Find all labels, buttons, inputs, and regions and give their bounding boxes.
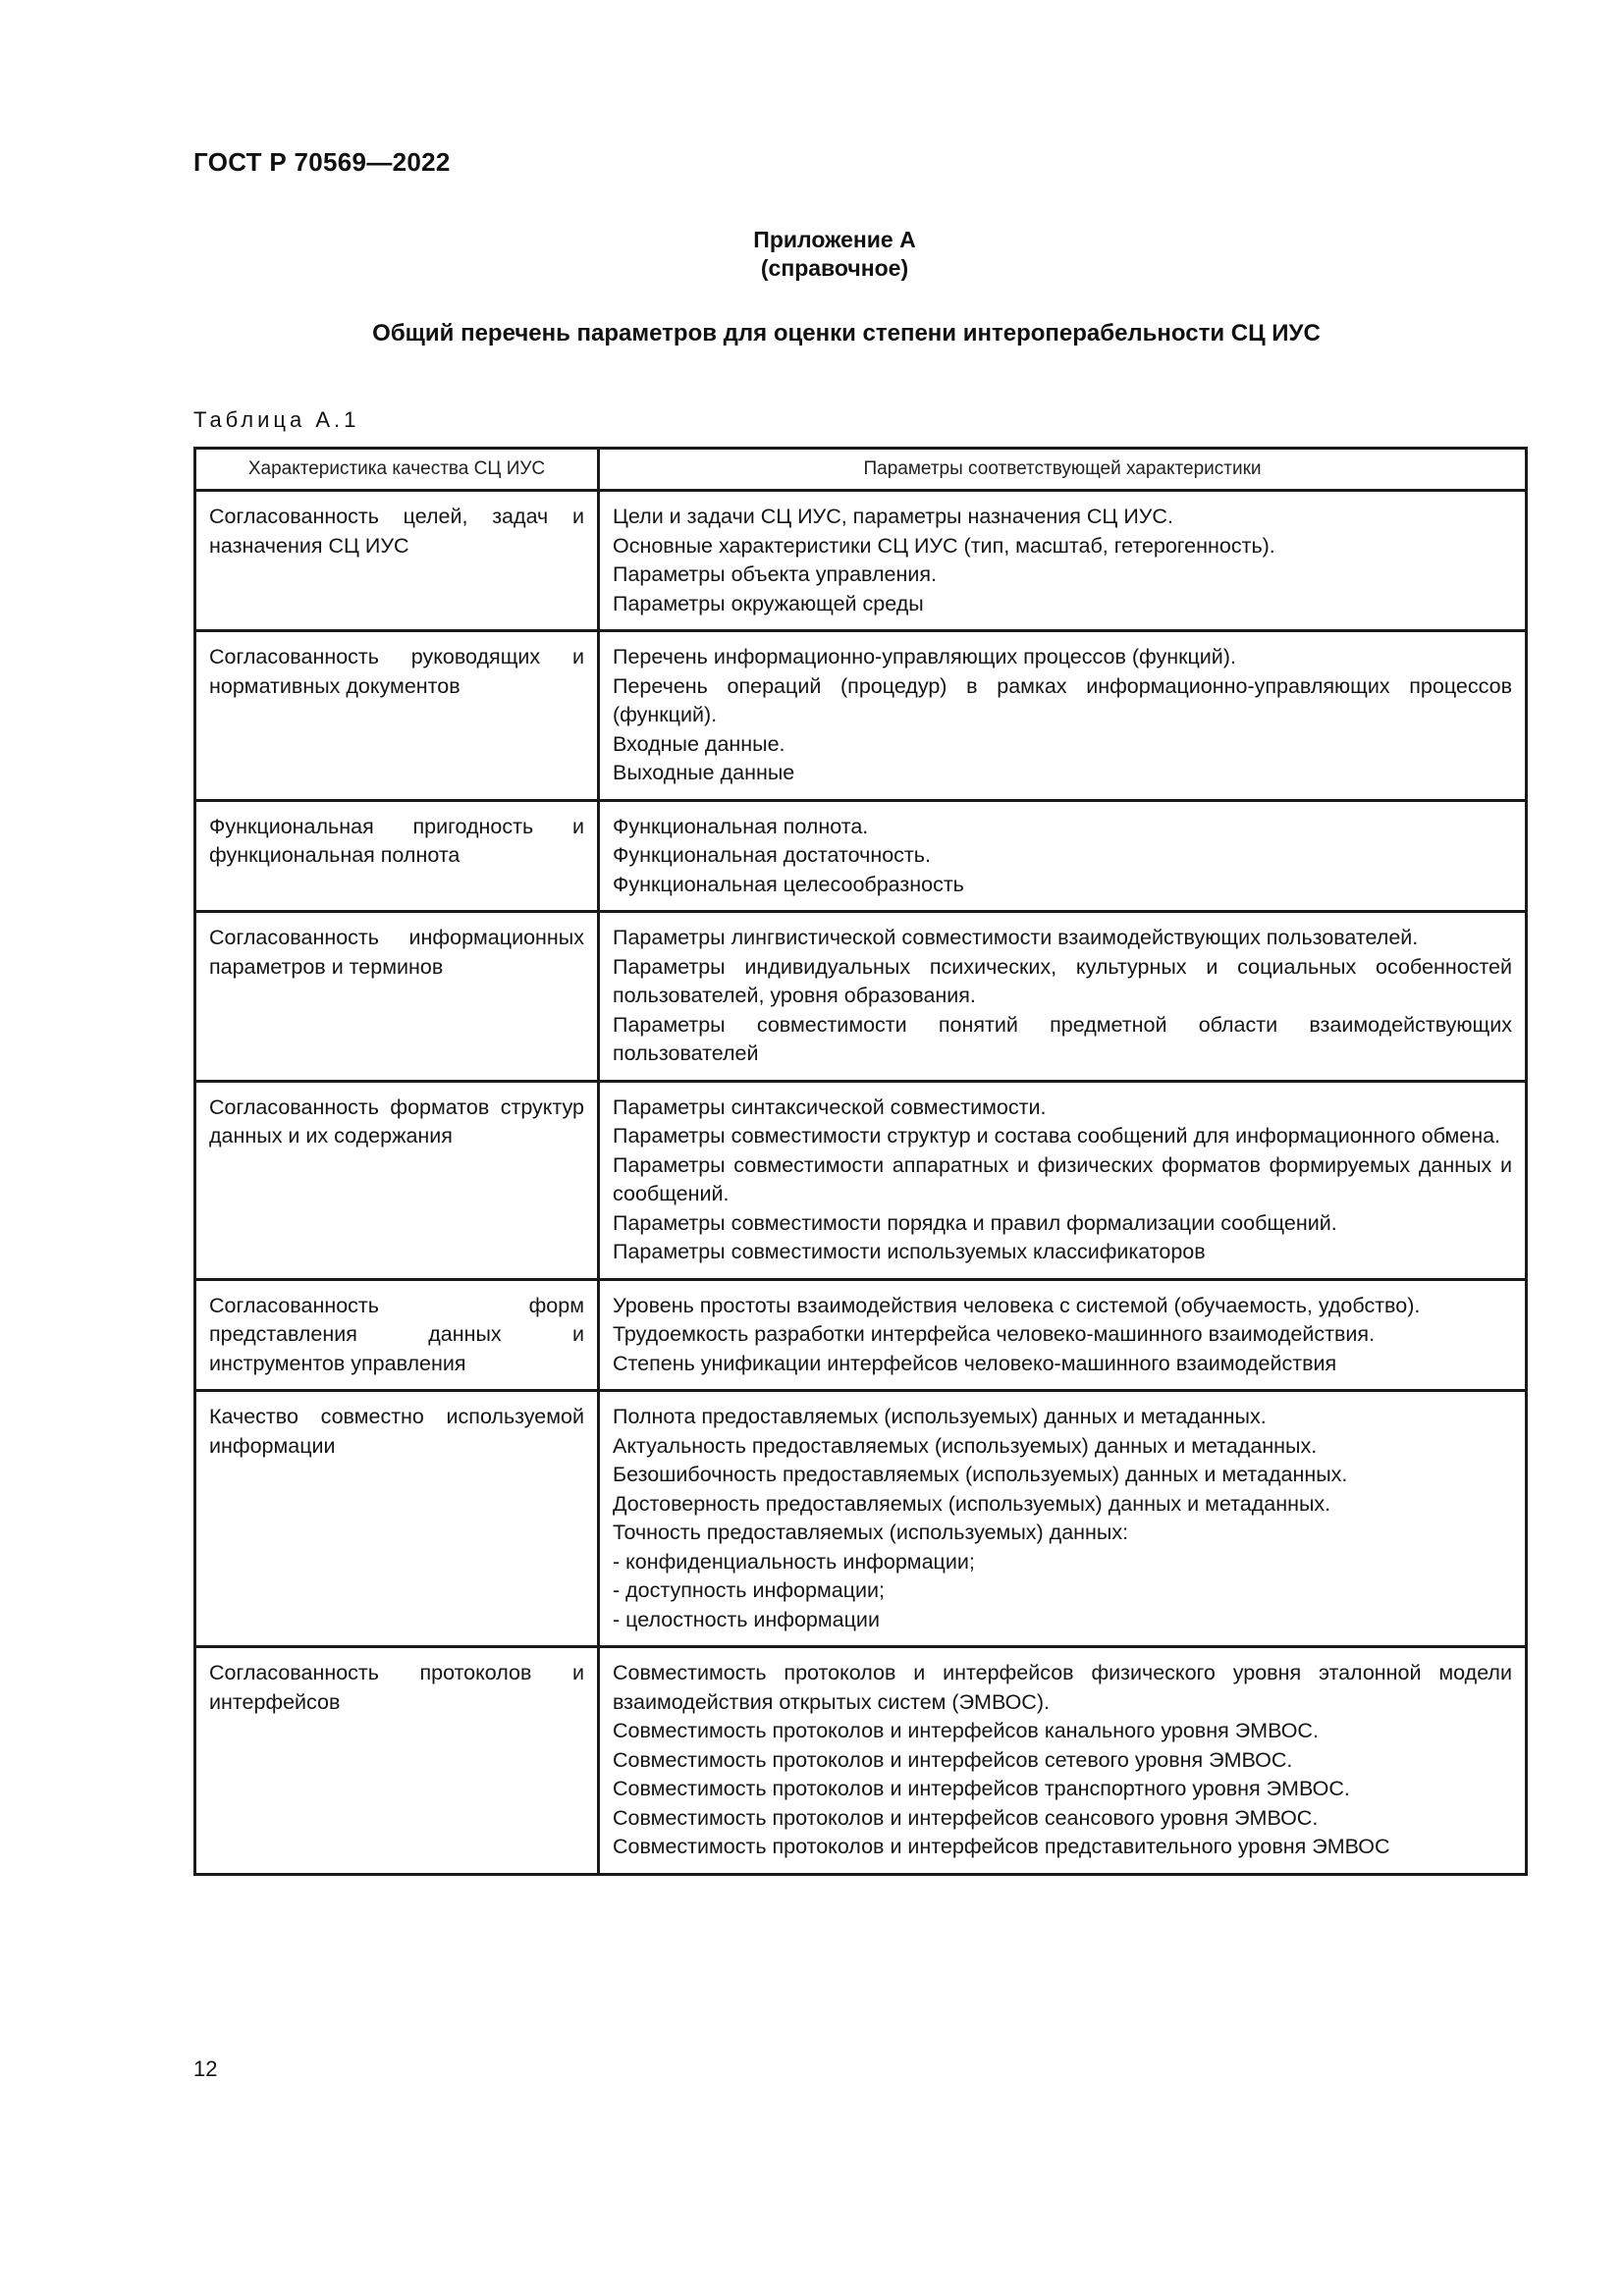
parameter-line: Достоверность предоставляемых (используемых) данных и метаданных. — [613, 1491, 1331, 1516]
appendix-heading — [0, 226, 1624, 283]
parameters-cell — [599, 631, 1527, 801]
parameter-line: - целостность информации — [613, 1607, 880, 1631]
table-row — [195, 912, 1527, 1082]
parameter-line: Перечень информационно-управляющих процессов (функций). — [613, 645, 1236, 668]
page-number: 12 — [193, 2056, 218, 2081]
table-row — [195, 1279, 1527, 1391]
parameter-line: Перечень операций (процедур) в рамках информационно-управляющих процессов (функций). — [613, 673, 1512, 726]
table-row — [195, 1081, 1527, 1279]
parameter-line: Совместимость протоколов и интерфейсов сетевого уровня ЭМВОС. — [613, 1747, 1293, 1772]
parameter-line: Совместимость протоколов и интерфейсов транспортного уровня ЭМВОС. — [613, 1777, 1350, 1800]
parameter-line: Уровень простоты взаимодействия человека с системой (обучаемость, удобство). — [613, 1293, 1421, 1317]
parameter-line: Входные данные. — [613, 731, 785, 756]
parameter-line: Параметры совместимости используемых классификаторов — [613, 1240, 1206, 1263]
characteristic-cell: Согласованность целей, задач и назначения СЦ ИУС — [195, 491, 599, 631]
table-body — [195, 491, 1527, 1875]
parameter-line: Основные характеристики СЦ ИУС (тип, масштаб, гетерогенность). — [613, 533, 1275, 558]
parameter-line: Полнота предоставляемых (используемых) данных и метаданных. — [613, 1405, 1267, 1428]
table-row — [195, 1391, 1527, 1647]
parameter-line: Цели и задачи СЦ ИУС, параметры назначения СЦ ИУС. — [613, 505, 1173, 528]
parameter-line: Точность предоставляемых (используемых) данных: — [613, 1521, 1129, 1544]
table-row — [195, 491, 1527, 631]
parameter-line: Параметры совместимости структур и состава сообщений для информационного обмена. — [613, 1124, 1501, 1148]
appendix-subtitle: (справочное) — [760, 255, 909, 281]
parameter-line: Параметры синтаксической совместимости. — [613, 1095, 1047, 1119]
parameter-line: Параметры совместимости порядка и правил формализации сообщений. — [613, 1210, 1337, 1235]
parameter-line: Актуальность предоставляемых (используемых) данных и метаданных. — [613, 1433, 1318, 1458]
parameter-line: - доступность информации; — [613, 1578, 886, 1602]
parameters-cell — [599, 1391, 1527, 1647]
parameters-table — [193, 447, 1528, 1876]
table-caption: Таблица А.1 — [193, 407, 360, 432]
document-title: Общий перечень параметров для оценки степени интероперабельности СЦ ИУС — [372, 320, 1321, 347]
document-code: ГОСТ Р 70569—2022 — [193, 147, 451, 177]
characteristic-cell: Качество совместно используемой информации — [195, 1391, 599, 1647]
parameter-line: Совместимость протоколов и интерфейсов представительного уровня ЭМВОС — [613, 1835, 1390, 1858]
parameter-line: Параметры окружающей среды — [613, 591, 924, 615]
parameter-line: Функциональная достаточность. — [613, 843, 931, 867]
parameter-line: Совместимость протоколов и интерфейсов канального уровня ЭМВОС. — [613, 1719, 1319, 1742]
parameter-line: Выходные данные — [613, 761, 795, 784]
parameters-cell — [599, 912, 1527, 1082]
parameter-line: Параметры объекта управления. — [613, 562, 937, 586]
parameter-line: Степень унификации интерфейсов человеко-машинного взаимодействия — [613, 1351, 1337, 1375]
characteristic-cell: Согласованность руководящих и нормативных документов — [195, 631, 599, 801]
parameter-line: Параметры лингвистической совместимости взаимодействующих пользователей. — [613, 926, 1419, 949]
parameters-cell — [599, 1279, 1527, 1391]
table-row — [195, 1647, 1527, 1875]
characteristic-cell: Функциональная пригодность и функциональная полнота — [195, 800, 599, 912]
table-header-row — [195, 449, 1527, 491]
column-header-characteristic: Характеристика качества СЦ ИУС — [195, 449, 599, 491]
parameter-line: Функциональная целесообразность — [613, 872, 964, 896]
characteristic-cell: Согласованность форматов структур данных и их содержания — [195, 1081, 599, 1279]
parameter-line: Безошибочность предоставляемых (используемых) данных и метаданных. — [613, 1463, 1348, 1486]
parameters-cell — [599, 800, 1527, 912]
parameter-line: Параметры совместимости аппаратных и физических форматов формируемых данных и сообщений. — [613, 1152, 1512, 1205]
parameters-cell — [599, 1081, 1527, 1279]
parameters-cell — [599, 1647, 1527, 1875]
parameter-line: Параметры индивидуальных психических, культурных и социальных особенностей пользователей, уровня образования. — [613, 954, 1512, 1007]
characteristic-cell: Согласованность форм представления данных и инструментов управления — [195, 1279, 599, 1391]
column-header-parameters: Параметры соответствующей характеристики — [599, 449, 1527, 491]
table-row — [195, 800, 1527, 912]
parameter-line: Совместимость протоколов и интерфейсов физического уровня эталонной модели взаимодействия открытых систем (ЭМВОС). — [613, 1661, 1512, 1714]
parameter-line: Функциональная полнота. — [613, 814, 869, 838]
parameter-line: Совместимость протоколов и интерфейсов сеансового уровня ЭМВОС. — [613, 1805, 1319, 1830]
parameter-line: - конфиденциальность информации; — [613, 1549, 975, 1574]
characteristic-cell: Согласованность информационных параметров и терминов — [195, 912, 599, 1082]
parameter-line: Параметры совместимости понятий предметной области взаимодействующих пользователей — [613, 1012, 1512, 1065]
characteristic-cell: Согласованность протоколов и интерфейсов — [195, 1647, 599, 1875]
table-row — [195, 631, 1527, 801]
appendix-title: Приложение А — [753, 227, 916, 252]
parameter-line: Трудоемкость разработки интерфейса человеко-машинного взаимодействия. — [613, 1322, 1376, 1346]
parameters-cell — [599, 491, 1527, 631]
